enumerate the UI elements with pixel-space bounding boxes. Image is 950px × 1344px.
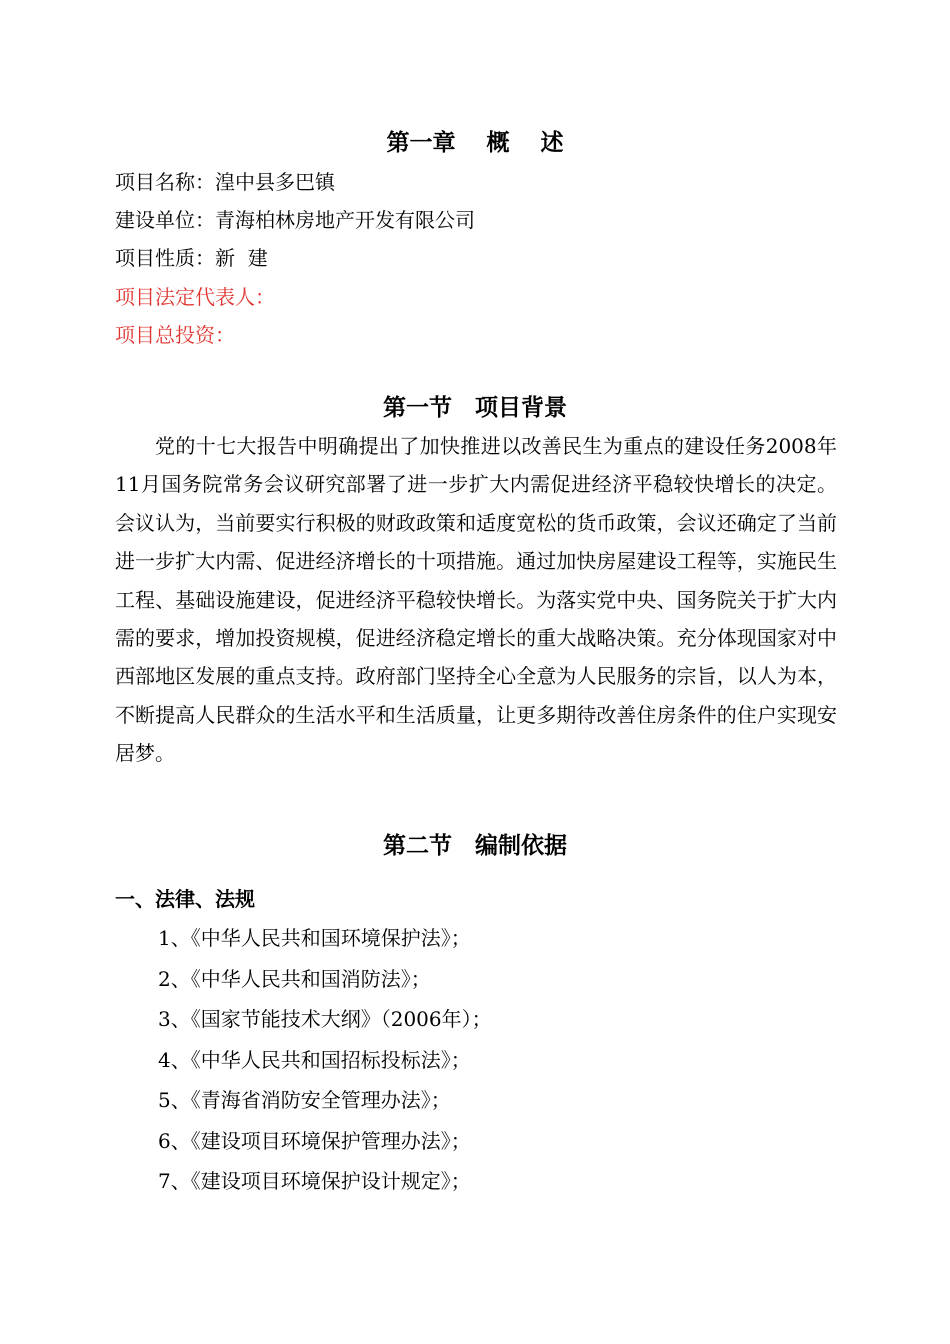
section1-title: 第一节 项目背景: [383, 394, 567, 421]
list-item: 2、《中华人民共和国消防法》；: [158, 967, 431, 991]
laws-subheading: 一、法律、法规: [115, 887, 255, 911]
project-nature-line: 项目性质：新 建: [115, 246, 268, 270]
chapter-title: 第一章 概 述: [386, 129, 564, 156]
background-paragraph: 党的十七大报告中明确提出了加快推进以改善民生为重点的建设任务2008年11月国务院常务会议研究部署了进一步扩大内需促进经济平稳较快增长的决定。会议认为，当前要实行积极的财政政策和适度宽松的货币政策，会议还确定了当前进一步扩大内需、促进经济增长的十项措施。通过加快房屋建设工程等，实施民生工程、基础设施建设，促进经济平稳较快增长。为落实党中央、国务院关于扩大内需的要求，增加投资规模，促进经济稳定增长的重大战略决策。充分体现国家对中西部地区发展的重点支持。政府部门坚持全心全意为人民服务的宗旨，以人为本，不断提高人民群众的生活水平和生活质量，让更多期待改善住房条件的住户实现安居梦。: [115, 434, 837, 766]
project-name-line: 项目名称：湟中县多巴镇: [115, 170, 335, 194]
list-item: 6、《建设项目环境保护管理办法》；: [158, 1129, 471, 1153]
section2-title: 第二节 编制依据: [383, 832, 567, 859]
legal-representative-line: 项目法定代表人：: [115, 285, 275, 309]
builder-line: 建设单位：青海柏林房地产开发有限公司: [115, 208, 475, 232]
list-item: 4、《中华人民共和国招标投标法》；: [158, 1048, 471, 1072]
list-item: 3、《国家节能技术大纲》（2006年）；: [158, 1007, 492, 1031]
total-investment-line: 项目总投资：: [115, 323, 235, 347]
list-item: 7、《建设项目环境保护设计规定》；: [158, 1169, 471, 1193]
list-item: 5、《青海省消防安全管理办法》；: [158, 1088, 451, 1112]
list-item: 1、《中华人民共和国环境保护法》；: [158, 926, 471, 950]
